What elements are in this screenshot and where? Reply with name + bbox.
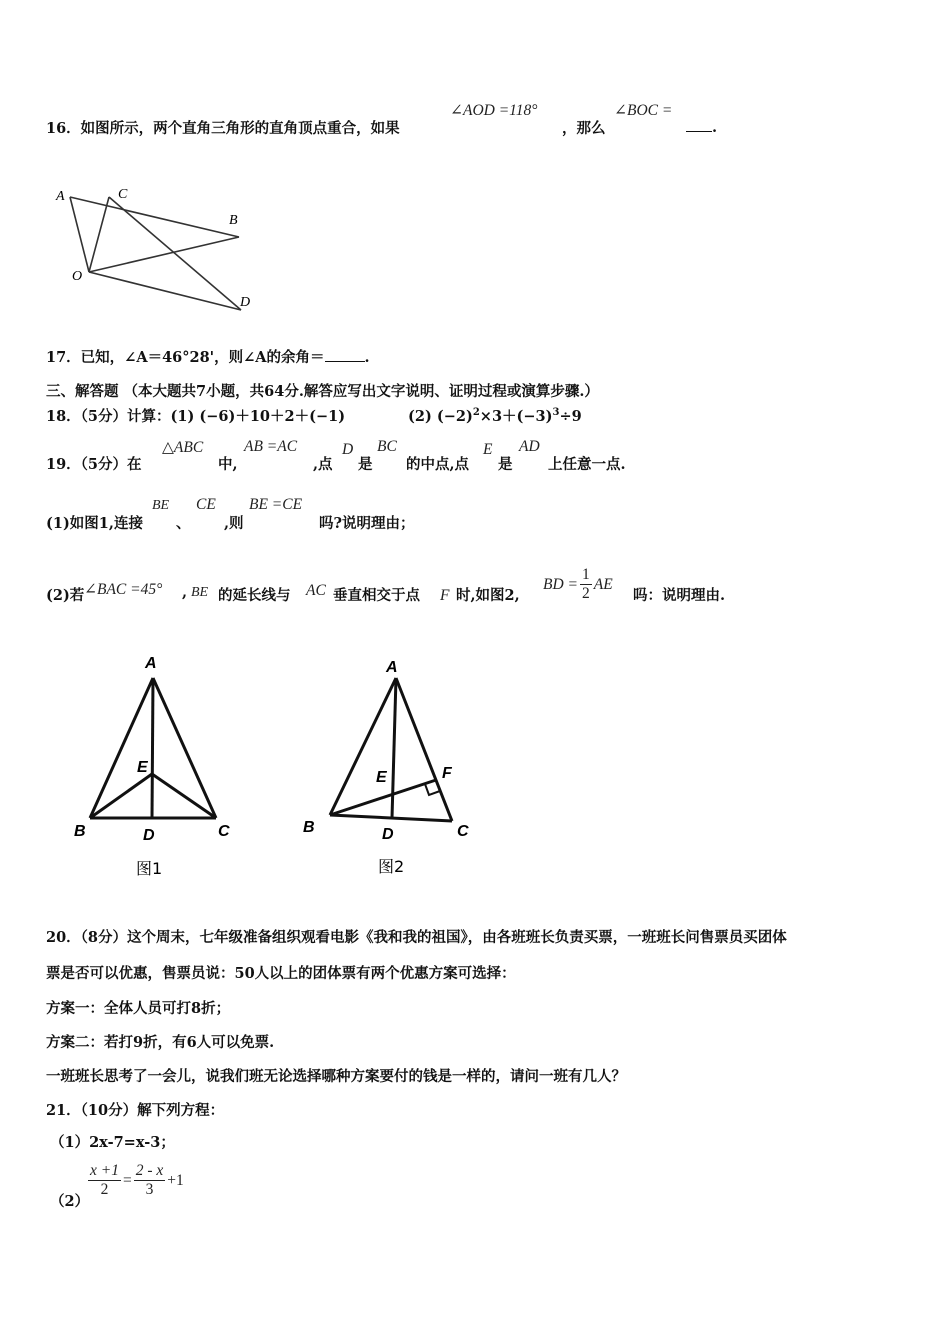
q19-p2-b: 的延长线与 (218, 587, 291, 604)
q20-line-3: 方案一：全体人员可打8折； (46, 1000, 231, 1017)
line-ao (70, 197, 89, 272)
q19-p1-eq: BE =CE (249, 496, 303, 513)
label-e: E (376, 769, 387, 786)
q19-intro-a: 19．（5分）在 (46, 456, 142, 473)
line-ab (70, 197, 239, 237)
q19-point-d: D (342, 441, 354, 458)
q19-p2-f: F (440, 587, 450, 604)
line-ad (392, 678, 396, 818)
q19-p1-a: (1)如图1,连接 (46, 515, 143, 532)
q19-p1-be: BE (152, 498, 170, 513)
q19-intro-g: 上任意一点. (548, 456, 626, 473)
line-ad (152, 678, 153, 818)
q19-ab-ac: AB =AC (244, 438, 298, 455)
q19-p2-angle: ∠BAC =45° (84, 581, 163, 598)
q18-part2: (2) $(-2)^2\times 3+(-3)^3\div 9$ (408, 407, 582, 425)
label-c: C (118, 187, 128, 202)
q19-p1-ce: CE (196, 496, 216, 513)
q19-triangle: △ABC (162, 439, 204, 456)
label-o: O (72, 269, 83, 284)
line-ab (330, 678, 396, 815)
q19-p2-sep: , (182, 584, 188, 601)
q19-intro-c: ,点 (313, 456, 333, 473)
q20-line-2: 票是否可以优惠，售票员说：50人以上的团体票有两个优惠方案可选择： (46, 965, 516, 982)
label-e: E (137, 759, 148, 776)
line-ac (396, 678, 452, 821)
label-b: B (229, 213, 238, 228)
q16-angle-aod: ∠AOD =118° (450, 102, 538, 119)
q17-text: 17．已知，∠A＝46°28'，则∠A的余角＝ . (46, 349, 370, 366)
q19-figure-2 (296, 648, 486, 883)
q19-p1-b: ,则 (224, 515, 244, 532)
q19-point-e: E (483, 441, 493, 458)
q19-seg-bc: BC (377, 438, 397, 455)
label-a: A (386, 659, 398, 676)
label-a: A (56, 189, 65, 204)
q21-part-1: （1）2x-7=x-3； (50, 1134, 175, 1151)
q20-line-4: 方案二：若打9折，有6人可以免票. (46, 1034, 275, 1051)
label-d: D (382, 826, 394, 843)
q19-p1-c: 吗?说明理由； (319, 515, 415, 532)
q19-p2-a: (2)若 (46, 587, 85, 604)
label-f: F (442, 765, 452, 782)
q20-line-5: 一班班长思考了一会儿，说我们班无论选择哪种方案要付的钱是一样的，请问一班有几人？ (46, 1068, 626, 1085)
q16-text: 16．如图所示，两个直角三角形的直角顶点重合，如果 (46, 120, 400, 137)
label-d: D (143, 827, 155, 844)
q18-text: 18．（5分）计算：(1) (−6)＋10＋2＋(−1) (46, 408, 346, 425)
q19-intro-d: 是 (358, 456, 373, 473)
q21-title: 21．（10分）解下列方程： (46, 1102, 225, 1119)
q19-intro-f: 是 (498, 456, 513, 473)
q19-p2-c: 垂直相交于点 (333, 587, 420, 604)
q19-intro-e: 的中点,点 (406, 456, 470, 473)
q19-p2-ac: AC (306, 582, 326, 599)
q21-part-2-label: （2） (50, 1193, 90, 1210)
q16-angle-boc: ∠BOC = (614, 102, 673, 119)
label-a: A (145, 655, 157, 672)
q19-figure-1 (68, 648, 248, 883)
q21-part-2-equation: $\frac{x +1}{2}$ = $\frac{2 - x}{3}$ +1 (90, 1162, 184, 1198)
q20-line-1: 20．（8分）这个周末，七年级准备组织观看电影《我和我的祖国》，由各班班长负责买票，一班班长问售票员买团体 (46, 929, 787, 946)
q19-intro-b: 中, (218, 456, 238, 473)
q16-answer-blank: . (686, 117, 717, 136)
q19-p2-relation: BD = $\frac{1}{2}$ AE (543, 566, 613, 602)
figure-1-caption: 图1 (136, 859, 163, 878)
label-c: C (218, 823, 230, 840)
figure-2-caption: 图2 (378, 857, 405, 876)
q16-figure (44, 180, 274, 320)
label-d: D (240, 295, 251, 310)
q19-seg-ad: AD (519, 438, 540, 455)
label-c: C (457, 823, 469, 840)
label-b: B (74, 823, 86, 840)
label-b: B (303, 819, 315, 836)
section-3-heading: 三、解答题 （本大题共7小题，共64分.解答应写出文字说明、证明过程或演算步骤.） (46, 383, 599, 400)
q19-p1-sep: 、 (176, 515, 191, 532)
q16-text-b: ，那么 (562, 120, 606, 137)
line-co (89, 197, 109, 272)
line-ob (89, 237, 239, 272)
q19-p2-be: BE (191, 585, 209, 600)
q19-p2-d: 时,如图2, (456, 587, 520, 604)
q19-p2-e: 吗：说明理由. (633, 587, 726, 604)
